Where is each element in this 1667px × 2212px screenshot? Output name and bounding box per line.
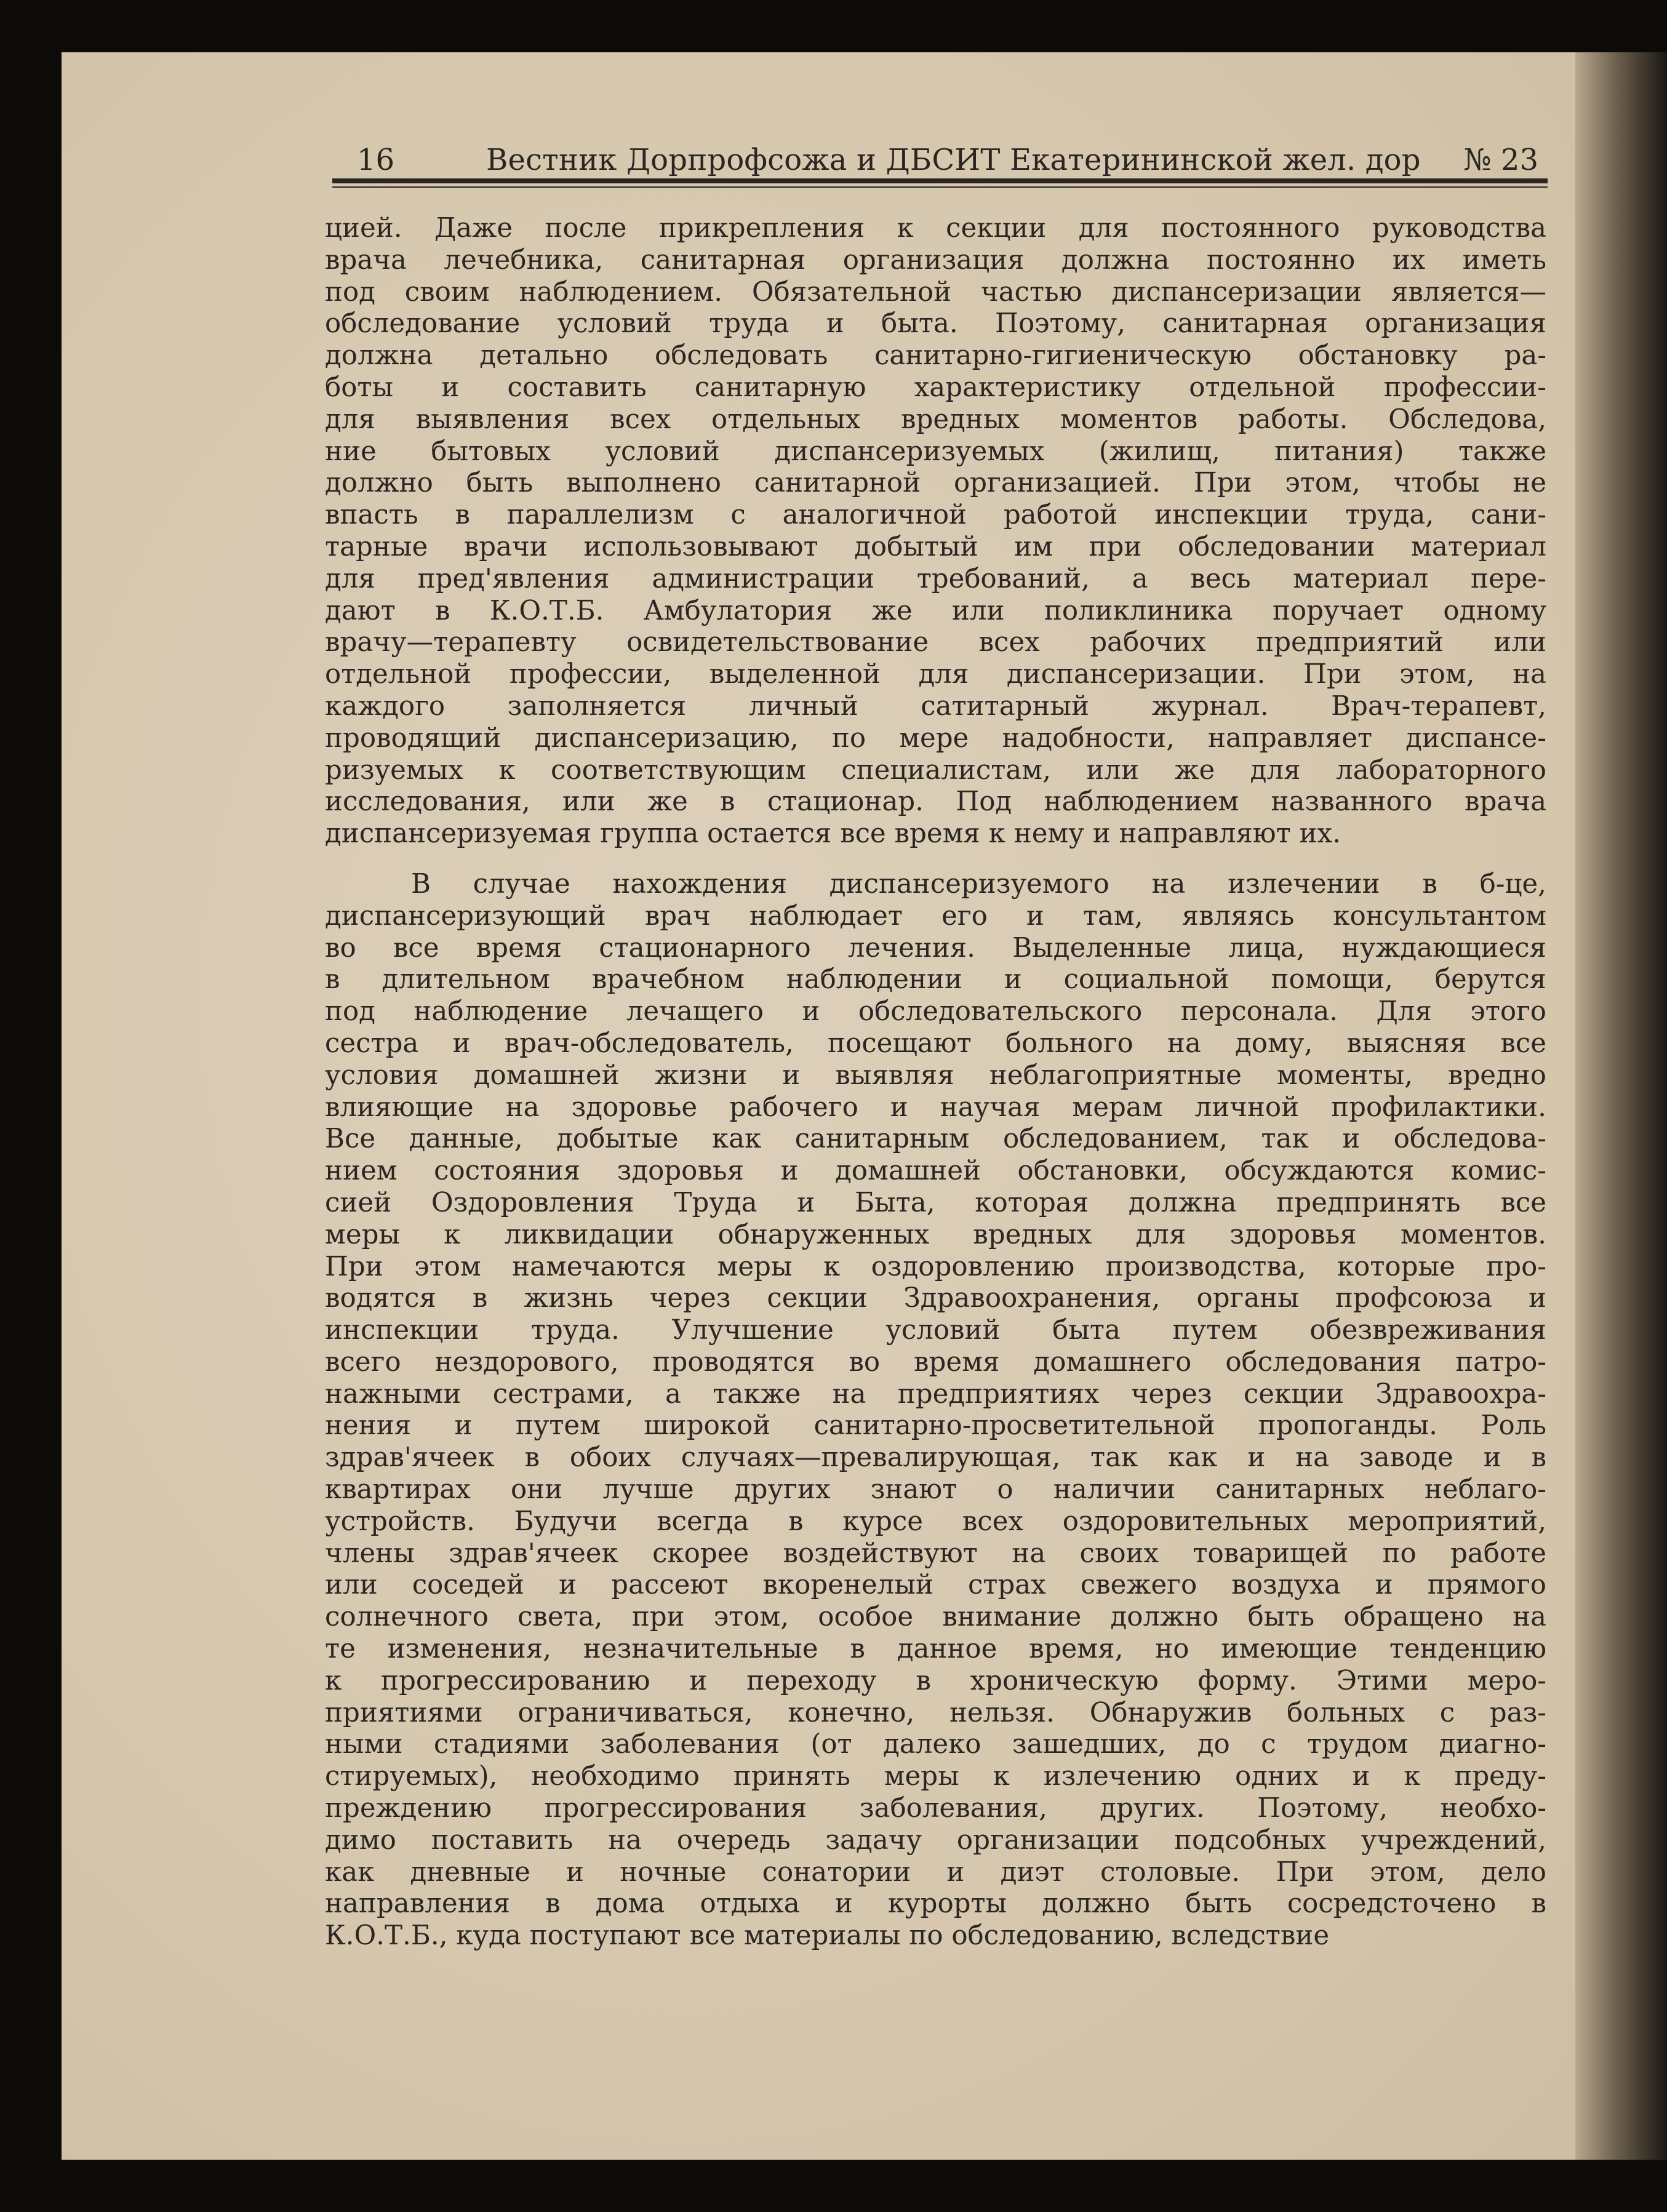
issue-number: № 23 <box>1463 143 1538 177</box>
text-line: под наблюдение лечащего и обследовательского персонала. Для этого <box>325 996 1546 1028</box>
text-line: водятся в жизнь через секции Здравоохранения, органы профсоюза и <box>325 1283 1546 1314</box>
text-line: нием состояния здоровья и домашней обстановки, обсуждаются комис- <box>325 1156 1546 1187</box>
paragraph-gap <box>325 850 1546 869</box>
text-line: в длительном врачебном наблюдении и социальной помощи, берутся <box>325 964 1546 996</box>
text-line: должна детально обследовать санитарно-гигиеническую обстановку ра- <box>325 340 1546 372</box>
text-line: всего нездорового, проводятся во время домашнего обследования патро- <box>325 1346 1546 1378</box>
text-line: влияющие на здоровье рабочего и научая мерам личной профилактики. <box>325 1092 1546 1123</box>
text-line: условия домашней жизни и выявляя неблагоприятные моменты, вредно <box>325 1060 1546 1091</box>
text-line: должно быть выполнено санитарной организацией. При этом, чтобы не <box>325 468 1546 499</box>
text-line: как дневные и ночные сонатории и диэт столовые. При этом, дело <box>325 1856 1546 1888</box>
text-line: обследование условий труда и быта. Поэтому, санитарная организация <box>325 308 1546 340</box>
text-line: преждению прогрессирования заболевания, других. Поэтому, необхо- <box>325 1793 1546 1824</box>
text-line: врача лечебника, санитарная организация должна постоянно их иметь <box>325 244 1546 276</box>
text-line: инспекции труда. Улучшение условий быта путем обезвреживания <box>325 1315 1546 1346</box>
running-header <box>357 143 1545 180</box>
text-line: стируемых), необходимо принять меры к излечению одних и к преду- <box>325 1761 1546 1792</box>
text-line: боты и составить санитарную характеристику отдельной профессии- <box>325 372 1546 403</box>
text-line: меры к ликвидации обнаруженных вредных для здоровья моментов. <box>325 1219 1546 1250</box>
text-line: члены здрав'ячеек скорее воздействуют на своих товарищей по работе <box>325 1538 1546 1569</box>
text-line: Все данные, добытые как санитарным обследованием, так и обследова- <box>325 1124 1546 1155</box>
text-line: солнечного света, при этом, особое внимание должно быть обращено на <box>325 1602 1546 1633</box>
text-line: здрав'ячеек в обоих случаях—превалирующая, так как и на заводе и в <box>325 1442 1546 1474</box>
text-line: ными стадиями заболевания (от далеко зашедших, до с трудом диагно- <box>325 1729 1546 1760</box>
article-body <box>325 213 1546 1952</box>
text-line: впасть в параллелизм с аналогичной работой инспекции труда, сани- <box>325 500 1546 531</box>
text-line: сией Оздоровления Труда и Быта, которая должна предпринять все <box>325 1187 1546 1218</box>
text-line: цией. Даже после прикрепления к секции для постоянного руководства <box>325 213 1546 244</box>
text-line: врачу—терапевту освидетельствование всех рабочих предприятий или <box>325 627 1546 658</box>
text-line: те изменения, незначительные в данное время, но имеющие тенденцию <box>325 1634 1546 1665</box>
text-line: отдельной профессии, выделенной для диспансеризации. При этом, на <box>325 659 1546 690</box>
journal-title: Вестник Дорпрофсожа и ДБСИТ Екатерининской жел. дор <box>486 143 1421 177</box>
paragraph-1 <box>325 213 1546 850</box>
text-line: тарные врачи использовывают добытый им при обследовании материал <box>325 531 1546 562</box>
text-line: квартирах они лучше других знают о наличии санитарных неблаго- <box>325 1474 1546 1506</box>
text-line: нажными сестрами, а также на предприятиях через секции Здравоохра- <box>325 1378 1546 1410</box>
text-line: проводящий диспансеризацию, по мере надобности, направляет диспансе- <box>325 722 1546 754</box>
text-line: под своим наблюдением. Обязательной частью диспансеризации является— <box>325 276 1546 308</box>
text-line: К.О.Т.Б., куда поступают все материалы по обследованию, вследствие <box>325 1920 1330 1952</box>
text-line: диспансеризуемая группа остается все время к нему и направляют их. <box>325 818 1341 850</box>
text-line: димо поставить на очередь задачу организации подсобных учреждений, <box>325 1824 1546 1856</box>
text-line: В случае нахождения диспансеризуемого на излечении в б-це, <box>411 868 1546 900</box>
text-line: исследования, или же в стационар. Под наблюдением названного врача <box>325 786 1546 818</box>
text-line: диспансеризующий врач наблюдает его и там, являясь консультантом <box>325 900 1546 932</box>
text-line: приятиями ограничиваться, конечно, нельзя. Обнаружив больных с раз- <box>325 1697 1546 1728</box>
page-binding-shadow <box>1575 52 1667 2160</box>
text-line: каждого заполняется личный сатитарный журнал. Врач-терапевт, <box>325 690 1546 722</box>
text-line: сестра и врач-обследователь, посещают больного на дому, выясняя все <box>325 1028 1546 1059</box>
text-line: во все время стационарного лечения. Выделенные лица, нуждающиеся <box>325 932 1546 964</box>
text-line: устройств. Будучи всегда в курсе всех оздоровительных мероприятий, <box>325 1506 1546 1537</box>
page-number: 16 <box>357 143 395 177</box>
text-line: дают в К.О.Т.Б. Амбулатория же или поликлиника поручает одному <box>325 595 1546 626</box>
text-line: к прогрессированию и переходу в хроническую форму. Этими меро- <box>325 1665 1546 1696</box>
text-line: для пред'явления администрации требований, а весь материал пере- <box>325 563 1546 594</box>
header-rule-thin <box>332 186 1548 188</box>
text-line: ризуемых к соответствующим специалистам, или же для лабораторного <box>325 754 1546 786</box>
paragraph-2 <box>325 869 1546 1952</box>
text-line: При этом намечаются меры к оздоровлению производства, которые про- <box>325 1251 1546 1282</box>
text-line: нения и путем широкой санитарно-просветительной пропоганды. Роль <box>325 1410 1546 1442</box>
text-line: для выявления всех отдельных вредных моментов работы. Обследова, <box>325 404 1546 435</box>
text-line: или соседей и рассеют вкоренелый страх свежего воздуха и прямого <box>325 1570 1546 1601</box>
header-rule <box>332 178 1548 183</box>
text-line: ние бытовых условий диспансеризуемых (жилищ, питания) также <box>325 436 1546 467</box>
text-line: направления в дома отдыха и курорты должно быть сосредсточено в <box>325 1888 1546 1920</box>
